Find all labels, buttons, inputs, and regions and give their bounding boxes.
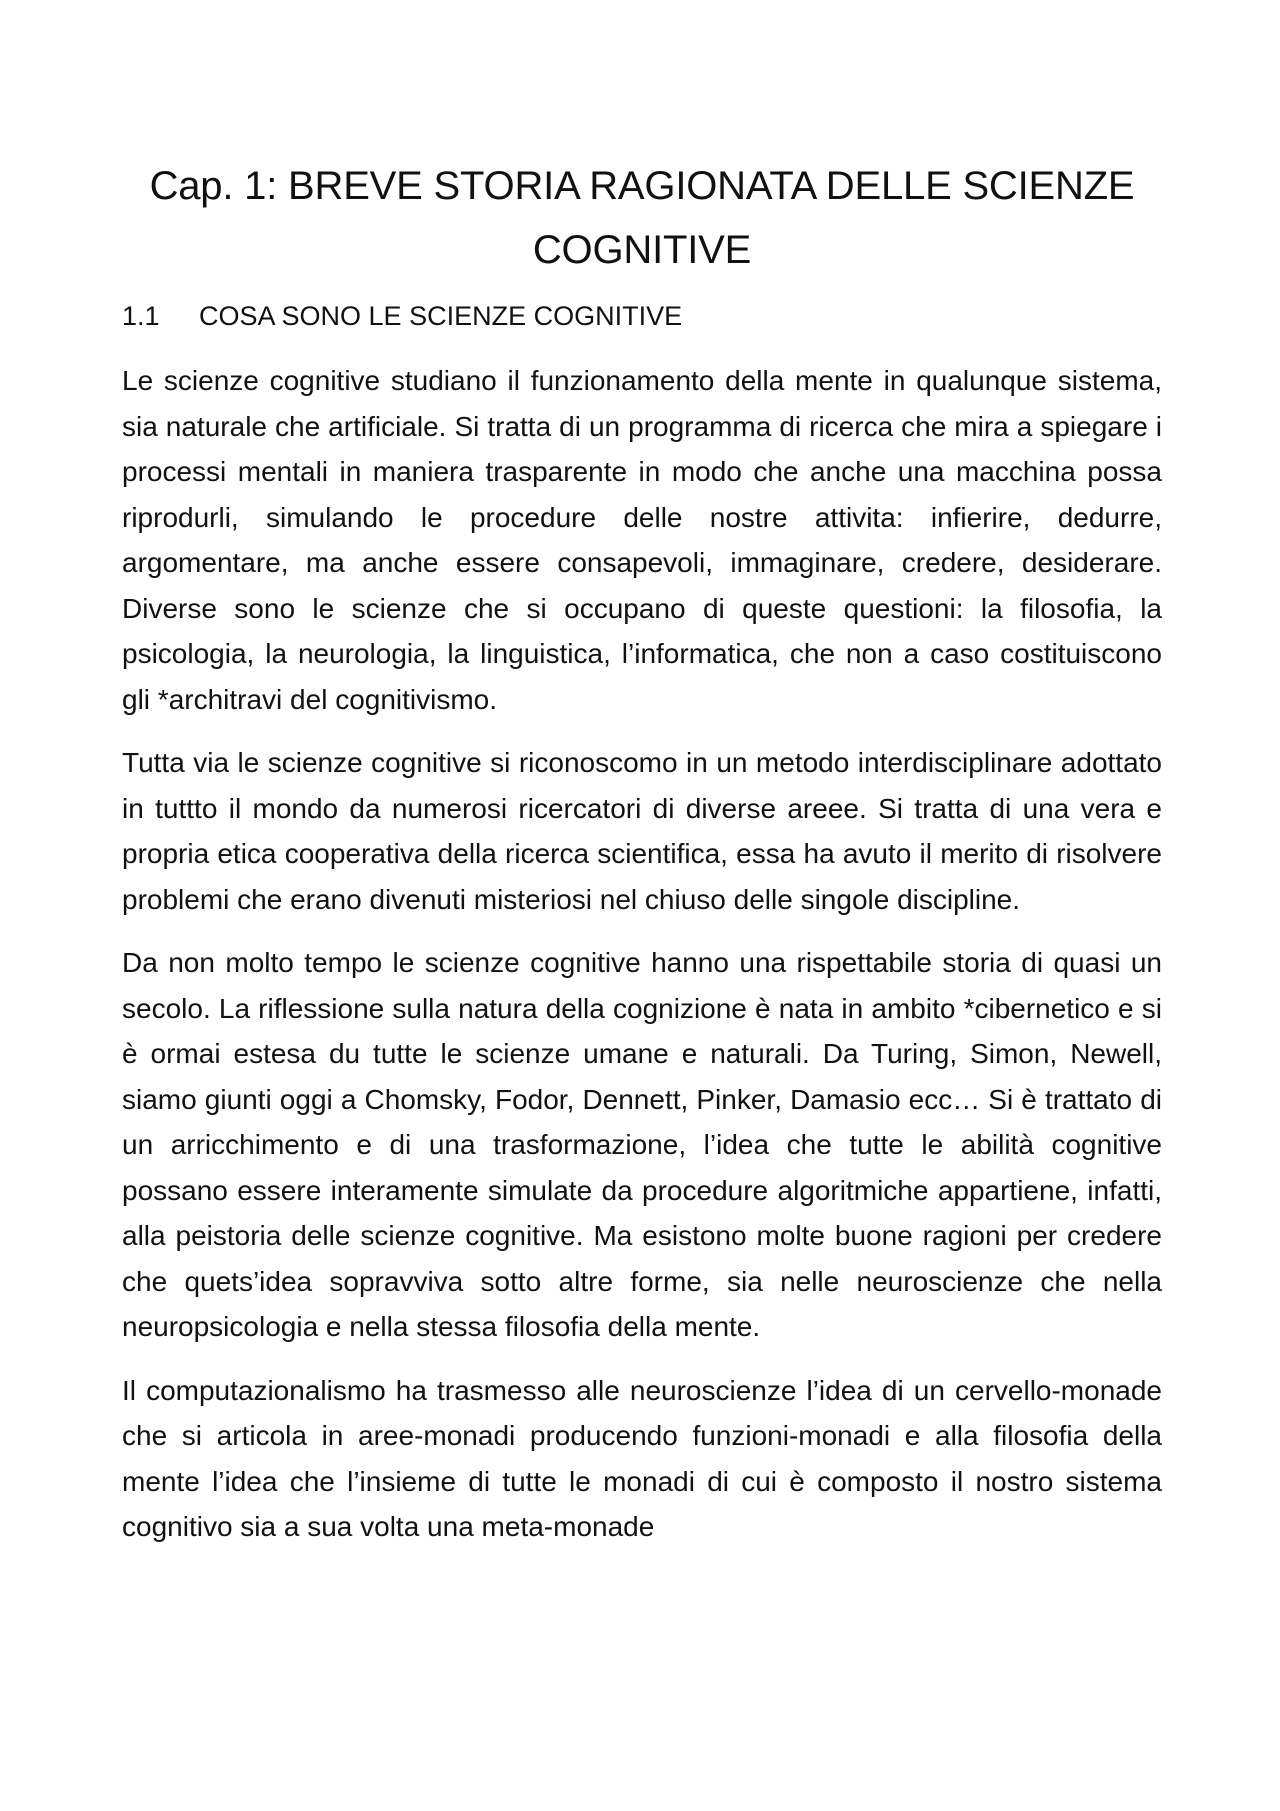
body-text [122, 358, 1162, 1568]
section-number: 1.1 [122, 301, 160, 331]
paragraph-1: Le scienze cognitive studiano il funzionamento della mente in qualunque sistema, sia naturale che artificiale. Si tratta di un programma di ricerca che mira a spiegare i processi mentali in maniera trasparente in modo che anche una macchina possa riprodurli, simulando le procedure delle nostre attivita: infierire, dedurre, argomentare, ma anche essere consapevoli, immaginare, credere, desiderare. Diverse sono le scienze che si occupano di queste questioni: la filosofia, la psicologia, la neurologia, la linguistica, l’informatica, che non a caso costituiscono gli *architravi del cognitivismo. [122, 365, 1162, 715]
section-heading [122, 296, 1162, 336]
paragraph-4: Il computazionalismo ha trasmesso alle neuroscienze l’idea di un cervello-monade che si articola in aree-monadi producendo funzioni-monadi e alla filosofia della mente l’idea che l’insieme di tutte le monadi di cui è composto il nostro sistema cognitivo sia a sua volta una meta-monade [122, 1374, 1162, 1542]
paragraph-2: Tutta via le scienze cognitive si riconoscomo in un metodo interdisciplinare adottato in tuttto il mondo da numerosi ricercatori di diverse areee. Si tratta di una vera e propria etica cooperativa della ricerca scientifica, essa ha avuto il merito di risolvere problemi che erano divenuti misteriosi nel chiuso delle singole discipline. [122, 747, 1162, 915]
paragraph-3: Da non molto tempo le scienze cognitive hanno una rispettabile storia di quasi un secolo. La riflessione sulla natura della cognizione è nata in ambito *cibernetico e si è ormai estesa du tutte le scienze umane e naturali. Da Turing, Simon, Newell, siamo giunti oggi a Chomsky, Fodor, Dennett, Pinker, Damasio ecc… Si è trattato di un arricchimento e di una trasformazione, l’idea che tutte le abilità cognitive possano essere interamente simulate da procedure algoritmiche appartiene, infatti, alla peistoria delle scienze cognitive. Ma esistono molte buone ragioni per credere che quets’idea sopravviva sotto altre forme, sia nelle neuroscienze che nella neuropsicologia e nella stessa filosofia della mente. [122, 947, 1162, 1342]
chapter-title: Cap. 1: BREVE STORIA RAGIONATA DELLE SCIENZE COGNITIVE [149, 164, 1135, 272]
section-title: COSA SONO LE SCIENZE COGNITIVE [199, 301, 683, 331]
